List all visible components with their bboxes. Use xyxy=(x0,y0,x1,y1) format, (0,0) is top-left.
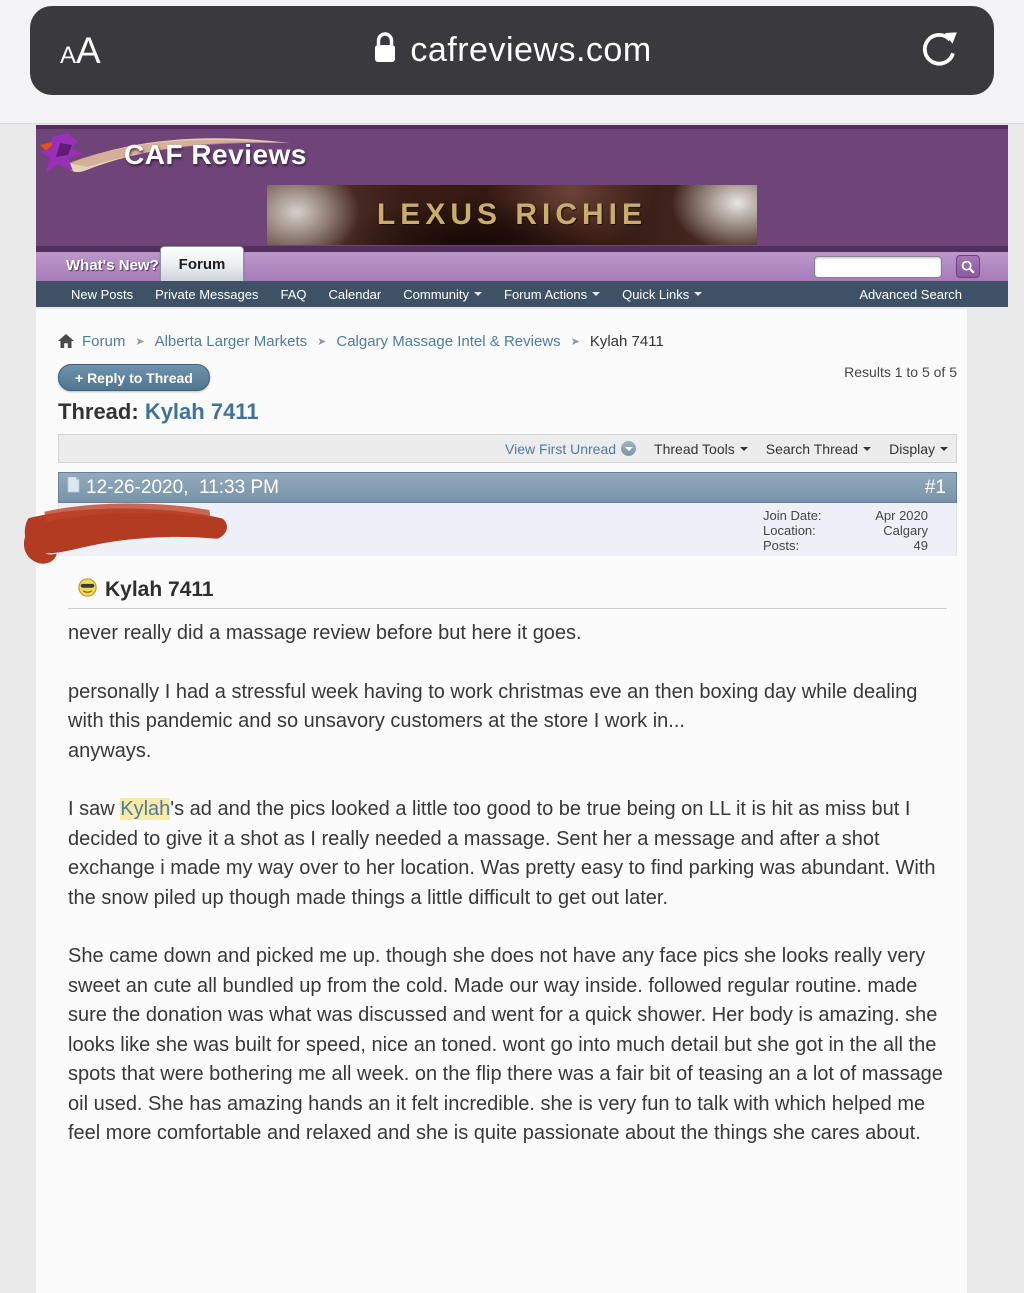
main-navbar xyxy=(36,281,1008,307)
site-name: CAF Reviews xyxy=(124,139,307,170)
nav-new-posts[interactable]: New Posts xyxy=(71,286,134,302)
chevron-down-icon xyxy=(740,447,748,455)
user-stat-row: Join Date: Apr 2020 xyxy=(763,508,928,523)
smiley-cool-icon xyxy=(78,578,97,602)
chevron-down-icon xyxy=(592,292,600,300)
url-bar[interactable] xyxy=(30,6,994,95)
site-header xyxy=(36,125,1008,307)
home-icon[interactable] xyxy=(58,334,74,349)
post-body xyxy=(58,556,957,1149)
thread-toolbar xyxy=(58,434,957,463)
nav-faq[interactable]: FAQ xyxy=(280,286,307,302)
thread-tools-menu[interactable]: Thread Tools xyxy=(654,441,748,457)
text-size-small-a: A xyxy=(60,42,77,69)
breadcrumb-separator-icon: ➤ xyxy=(135,336,145,348)
tab-forum[interactable]: Forum xyxy=(160,246,244,281)
advanced-search-link[interactable]: Advanced Search xyxy=(859,286,962,302)
search-icon xyxy=(960,259,976,275)
title-divider xyxy=(68,608,947,609)
results-count: Results 1 to 5 of 5 xyxy=(844,364,957,380)
breadcrumb-current-thread: Kylah 7411 xyxy=(589,333,664,350)
chevron-down-icon xyxy=(863,447,871,455)
user-stats xyxy=(763,508,928,553)
lock-icon xyxy=(372,31,398,70)
post-1 xyxy=(58,472,957,1149)
thread-title-link[interactable]: Kylah 7411 xyxy=(144,399,259,424)
nav-calendar[interactable]: Calendar xyxy=(328,286,382,302)
breadcrumb-calgary-massage-intel[interactable]: Calgary Massage Intel & Reviews xyxy=(336,333,561,350)
user-stat-row: Posts: 49 xyxy=(763,538,928,553)
tab-bar xyxy=(36,252,1008,281)
post-date: 12-26-2020, 11:33 PM xyxy=(86,476,279,498)
post-title: Kylah 7411 xyxy=(105,578,214,601)
thread-label: Thread: xyxy=(58,399,139,424)
site-logo[interactable] xyxy=(38,131,308,179)
search-button[interactable] xyxy=(956,255,980,278)
post-paragraph-2: personally I had a stressful week having to work christmas eve an then boxing day while dealing with this pandemic and so unsavory customers at the store I work in... xyxy=(68,680,918,732)
url-display[interactable] xyxy=(30,6,994,95)
first-unread-icon xyxy=(621,441,636,456)
text-size-large-a: A xyxy=(76,30,101,71)
browser-chrome xyxy=(0,0,1024,124)
nav-forum-actions[interactable]: Forum Actions xyxy=(493,287,611,302)
reload-icon[interactable] xyxy=(916,28,962,74)
breadcrumb-forum[interactable]: Forum xyxy=(82,333,126,350)
tab-whats-new[interactable]: What's New? xyxy=(66,257,159,274)
post-paragraph-2b: anyways. xyxy=(68,739,152,762)
post-header-bar xyxy=(58,472,957,503)
nav-quick-links[interactable]: Quick Links xyxy=(611,287,713,302)
post-document-icon xyxy=(67,477,80,498)
page-content xyxy=(36,309,967,1293)
breadcrumb-alberta-larger-markets[interactable]: Alberta Larger Markets xyxy=(154,333,308,350)
nav-private-messages[interactable]: Private Messages xyxy=(155,286,259,302)
chevron-down-icon xyxy=(694,292,702,300)
kylah-highlighted-link[interactable]: Kylah xyxy=(120,798,171,820)
url-text: cafreviews.com xyxy=(410,31,652,69)
nav-community[interactable]: Community xyxy=(392,287,493,302)
search-area xyxy=(814,255,980,278)
post-title-row xyxy=(78,578,947,602)
search-input[interactable] xyxy=(814,256,942,278)
view-first-unread-link[interactable]: View First Unread xyxy=(505,441,636,457)
post-number-link[interactable]: #1 xyxy=(924,476,946,498)
reply-to-thread-button[interactable]: + Reply to Thread xyxy=(58,364,210,391)
breadcrumb-separator-icon: ➤ xyxy=(570,336,580,348)
thread-heading xyxy=(58,399,259,425)
display-menu[interactable]: Display xyxy=(889,441,948,457)
post-paragraph-3: I saw Kylah's ad and the pics looked a little too good to be true being on LL it is hit as miss but I decided to give it a shot as I really needed a massage. Sent her a message and after a shot exchange i made my way over to her location. Was pretty easy to find parking was abundant. With the snow piled up though made things a little difficult to get out later. xyxy=(68,798,936,909)
post-paragraph-1: never really did a massage review before but here it goes. xyxy=(68,622,582,644)
ad-banner[interactable] xyxy=(267,185,757,245)
chevron-down-icon xyxy=(474,292,482,300)
search-thread-menu[interactable]: Search Thread xyxy=(766,441,871,457)
user-stat-row: Location: Calgary xyxy=(763,523,928,538)
ad-banner-text: LEXUS RICHIE xyxy=(376,198,648,231)
post-paragraph-4: She came down and picked me up. though she does not have any face pics she looks really very sweet an cute all bundled up from the cold. Made our way inside. followed regular routine. made sure the donation was what was discussed and went for a quick shower. Her body is amazing. she looks like she was built for speed, nice an toned. wont go into much detail but she got in the all the spots that were bothering me all week. on the flip there was a fair bit of teasing an a lot of massage oil used. She has amazing hands an it felt incredible. she is very fun to talk with which helped me feel more comfortable and relaxed and she is quite passionate about the things she cares about. xyxy=(68,945,943,1144)
breadcrumb xyxy=(58,333,664,350)
chevron-down-icon xyxy=(940,447,948,455)
post-user-info xyxy=(58,503,957,556)
breadcrumb-separator-icon: ➤ xyxy=(317,336,327,348)
purple-header xyxy=(36,129,1008,246)
